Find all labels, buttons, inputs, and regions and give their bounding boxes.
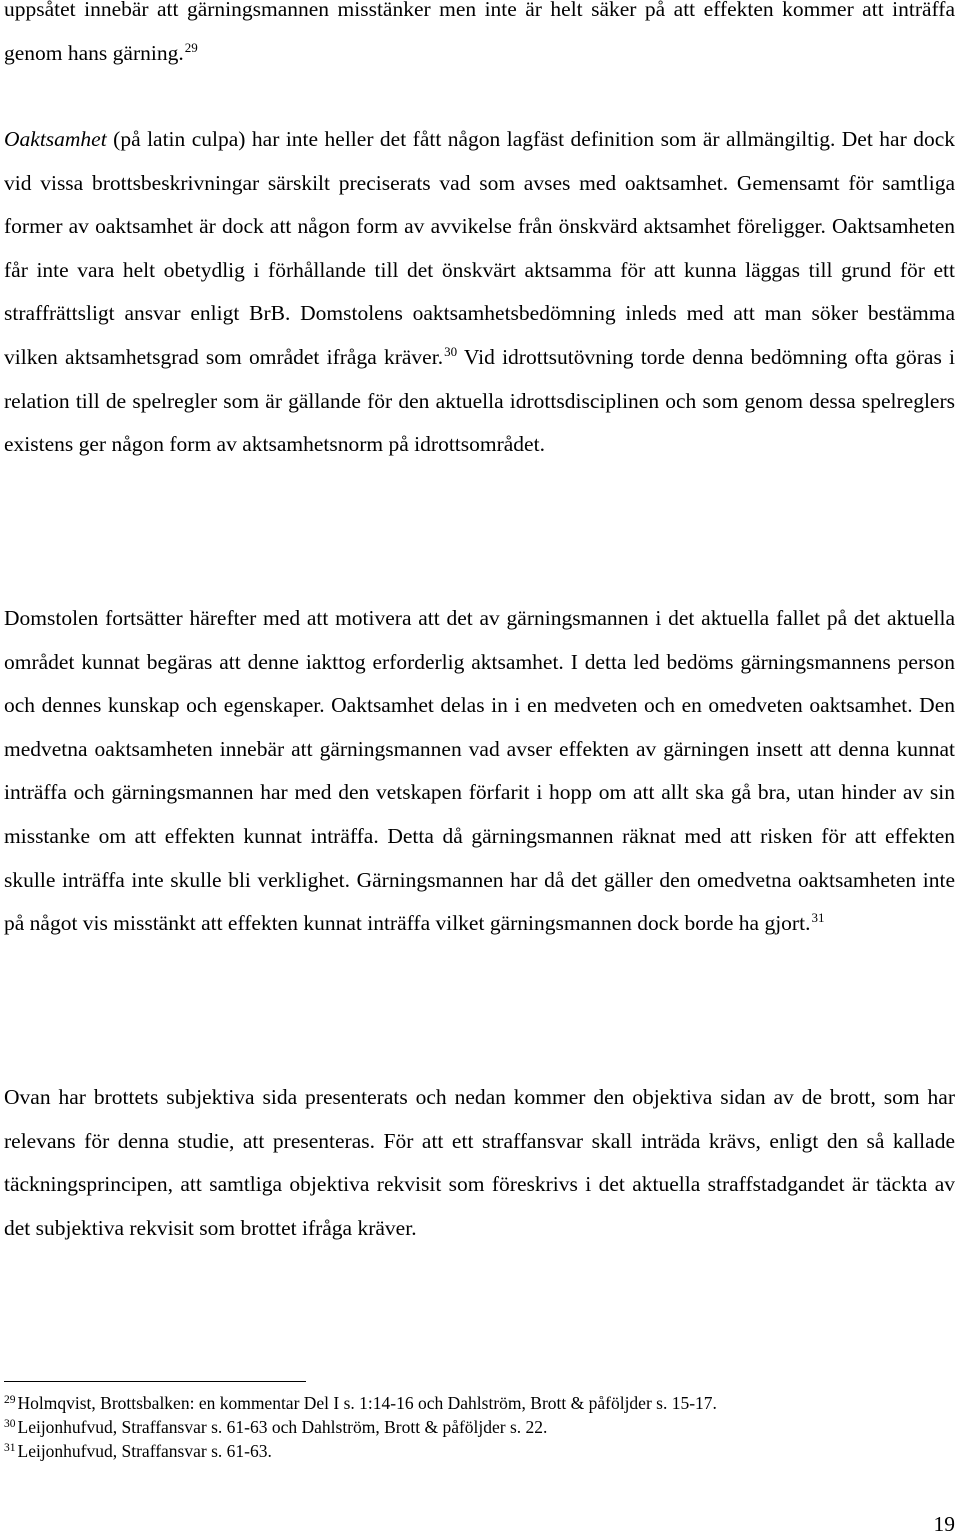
body-paragraph [4,597,955,946]
emphasized-term: Oaktsamhet [4,127,107,151]
footnote [4,1439,944,1463]
footnote-number: 29 [4,1394,16,1406]
footnote-separator [4,1381,306,1382]
paragraph-text: uppsåtet innebär att gärningsmannen misstänker men inte är helt säker på att effekten kommer att inträffa genom hans gärning. [4,0,955,65]
footnote-reference: 31 [811,910,825,926]
footnote-reference: 29 [184,39,198,55]
footnote-text: Leijonhufvud, Straffansvar s. 61-63. [17,1441,272,1461]
page-number: 19 [933,1512,955,1536]
footnote-number: 31 [4,1442,16,1454]
paragraph-text: Vid idrottsutövning torde denna bedömning ofta göras i relation till de spelregler som är gällande för den aktuella idrottsdisciplinen och som genom dessa spelreglers existens ger någon form av aktsamhetsnorm på idrottsområdet. [4,344,956,457]
footnotes [4,1391,944,1463]
paragraph-text: (på latin culpa) har inte heller det fått någon lagfäst definition som är allmängiltig. Det har dock vid vissa brottsbeskrivningar särskilt preciserats vad som avses med oaktsamhet. Gemensamt för samtliga former av oaktsamhet är dock att någon form av avvikelse från önskvärd aktsamhet föreligger. Oaktsamheten får inte vara helt obetydlig i förhållande till det önskvärt aktsamma för att kunna läggas till grund för ett straffrättsligt ansvar enligt BrB. Domstolens oaktsamhetsbedömning inleds med att man söker bestämma vilken aktsamhetsgrad som området ifråga kräver. [4,127,955,369]
footnote-text: Leijonhufvud, Straffansvar s. 61-63 och Dahlström, Brott & påföljder s. 22. [17,1417,548,1437]
footnote-reference: 30 [444,343,458,359]
paragraph-text: Domstolen fortsätter härefter med att motivera att det av gärningsmannen i det aktuella fallet på det aktuella området kunnat begäras att denne iakttog erforderlig aktsamhet. I detta led bedöms gärningsmannens person och dennes kunskap och egenskaper. Oaktsamhet delas in i en medveten och en omedveten oaktsamhet. Den medvetna oaktsamheten innebär att gärningsmannen vad avser effekten av gärningen insett att denna kunnat inträffa och gärningsmannen har med den vetskapen förfarit i hopp om att allt ska gå bra, utan hinder av sin misstanke om att effekten kunnat inträffa. Detta då gärningsmannen räknat med att risken för att effekten skulle inträffa inte skulle bli verklighet. Gärningsmannen har då det gäller den omedvetna oaktsamheten inte på något vis misstänkt att effekten kunnat inträffa vilket gärningsmannen dock borde ha gjort. [4,606,955,936]
body-paragraph [4,1076,955,1250]
footnote-number: 30 [4,1418,16,1430]
body-paragraph [4,118,955,467]
paragraph-text: Ovan har brottets subjektiva sida presenterats och nedan kommer den objektiva sidan av de brott, som har relevans för denna studie, att presenteras. För att ett straffansvar skall inträda krävs, enligt den så kallade täckningsprincipen, att samtliga objektiva rekvisit som föreskrivs i det aktuella straffstadgandet är täckta av det subjektiva rekvisit som brottet ifråga kräver. [4,1085,955,1240]
footnote [4,1415,944,1439]
footnote [4,1391,944,1415]
footnote-text: Holmqvist, Brottsbalken: en kommentar Del I s. 1:14-16 och Dahlström, Brott & påföljder s. 15-17. [17,1393,717,1413]
body-paragraph [4,0,955,75]
